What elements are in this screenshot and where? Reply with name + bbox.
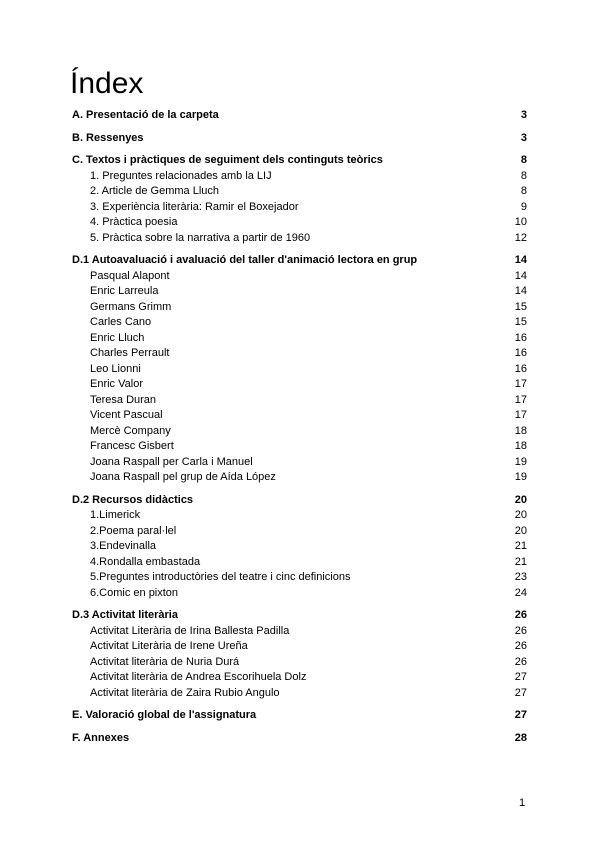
toc-entry-page: 18	[514, 424, 527, 437]
toc-entry[interactable]	[72, 686, 527, 702]
toc-entry-label: Pasqual Alapont	[90, 269, 170, 282]
toc-entry-page: 26	[514, 640, 527, 652]
toc-entry-label: 4.Rondalla embastada	[90, 555, 201, 568]
toc-section-label: F. Annexes	[72, 731, 130, 744]
toc-entry-page: 17	[514, 378, 527, 390]
toc-entry-page: 16	[514, 347, 527, 359]
toc-entry-label: Mercè Company	[90, 424, 171, 437]
toc-section[interactable]	[72, 131, 527, 147]
toc-entry-page: 8	[520, 185, 527, 197]
toc-entry-page: 18	[514, 440, 527, 452]
toc-entry-label: 1. Preguntes relacionades amb la LIJ	[90, 169, 272, 182]
toc-entry[interactable]	[72, 670, 527, 686]
section-gap	[72, 246, 527, 253]
toc-entry-page: 20	[514, 524, 527, 537]
toc-entry[interactable]	[72, 424, 527, 440]
toc-entry-label: 3.Endevinalla	[90, 540, 157, 552]
toc-entry-page: 14	[514, 285, 527, 297]
section-gap	[72, 124, 527, 131]
toc-entry-label: Charles Perrault	[90, 347, 170, 359]
toc-entry-label: 2.Poema paral·lel	[90, 524, 177, 537]
toc-entry[interactable]	[72, 455, 527, 471]
toc-entry-page: 21	[514, 555, 527, 568]
toc-section-label: E. Valoració global de l'assignatura	[72, 709, 257, 721]
toc-section-label: D.3 Activitat literària	[72, 609, 178, 621]
toc-entry-label: Teresa Duran	[90, 393, 157, 406]
toc-entry-label: Enric Valor	[90, 378, 143, 390]
toc-entry[interactable]	[72, 169, 527, 185]
toc-entry-label: 6.Comic en pixton	[90, 586, 179, 599]
toc-section-label: D.2 Recursos didàctics	[72, 493, 194, 506]
toc-entry[interactable]	[72, 408, 527, 424]
toc-entry-label: Leo Lionni	[90, 362, 141, 375]
toc-entry-label: Activitat literària de Andrea Escorihuela Dolz	[90, 671, 307, 683]
toc-entry-page: 16	[514, 331, 527, 344]
toc-entry-label: Germans Grimm	[90, 300, 172, 313]
toc-entry[interactable]	[72, 184, 527, 200]
toc-entry[interactable]	[72, 215, 527, 231]
toc-section-page: 3	[520, 131, 527, 144]
toc-entry-label: Carles Cano	[90, 316, 152, 328]
toc-entry-label: Joana Raspall per Carla i Manuel	[90, 455, 253, 468]
toc-entry-label: 2. Article de Gemma Lluch	[90, 185, 220, 197]
toc-entry-page: 15	[514, 316, 527, 328]
section-gap	[72, 146, 527, 153]
toc-entry-page: 19	[514, 455, 527, 468]
toc-entry-label: Enric Larreula	[90, 285, 159, 297]
toc-entry[interactable]	[72, 269, 527, 285]
toc-entry[interactable]	[72, 508, 527, 524]
section-gap	[72, 486, 527, 493]
toc-entry[interactable]	[72, 300, 527, 316]
table-of-contents	[72, 108, 527, 746]
toc-entry-page: 26	[514, 655, 527, 668]
section-gap	[72, 724, 527, 731]
toc-section[interactable]	[72, 608, 527, 624]
toc-entry[interactable]	[72, 377, 527, 393]
toc-entry-label: 5. Pràctica sobre la narrativa a partir de 1960	[90, 231, 311, 244]
toc-entry[interactable]	[72, 393, 527, 409]
toc-section-label: C. Textos i pràctiques de seguiment dels continguts teòrics	[72, 154, 383, 166]
toc-entry[interactable]	[72, 524, 527, 540]
toc-section-page: 8	[520, 154, 527, 166]
toc-section[interactable]	[72, 253, 527, 269]
toc-section-page: 26	[514, 609, 527, 621]
toc-section-label: B. Ressenyes	[72, 131, 144, 144]
toc-section-label: A. Presentació de la carpeta	[72, 109, 219, 121]
toc-section[interactable]	[72, 493, 527, 509]
toc-entry-label: Joana Raspall pel grup de Aída López	[90, 471, 276, 483]
toc-section[interactable]	[72, 708, 527, 724]
toc-entry-page: 19	[514, 471, 527, 483]
toc-entry-page: 27	[514, 686, 527, 699]
toc-entry-label: Activitat Literària de Irene Ureña	[90, 640, 248, 652]
toc-entry[interactable]	[72, 362, 527, 378]
toc-entry-page: 12	[514, 231, 527, 244]
toc-entry-page: 20	[514, 509, 527, 521]
toc-entry-label: Activitat literària de Nuria Durá	[90, 655, 240, 668]
toc-section[interactable]	[72, 108, 527, 124]
toc-entry[interactable]	[72, 231, 527, 247]
toc-entry-page: 17	[514, 409, 527, 421]
section-gap	[72, 701, 527, 708]
toc-entry-page: 16	[514, 362, 527, 375]
toc-entry-page: 17	[514, 393, 527, 406]
toc-entry-page: 23	[514, 571, 527, 583]
toc-entry[interactable]	[72, 284, 527, 300]
toc-entry[interactable]	[72, 200, 527, 216]
toc-entry[interactable]	[72, 315, 527, 331]
toc-entry-page: 15	[514, 300, 527, 313]
toc-entry[interactable]	[72, 639, 527, 655]
toc-entry-page: 9	[520, 200, 527, 213]
toc-section[interactable]	[72, 731, 527, 747]
toc-entry[interactable]	[72, 555, 527, 571]
toc-section-page: 28	[514, 731, 527, 744]
toc-entry-label: Activitat literària de Zaira Rubio Angulo	[90, 686, 280, 699]
toc-entry[interactable]	[72, 439, 527, 455]
toc-entry[interactable]	[72, 331, 527, 347]
toc-entry-label: Vicent Pascual	[90, 409, 163, 421]
toc-section-page: 27	[514, 709, 527, 721]
toc-entry[interactable]	[72, 655, 527, 671]
toc-entry[interactable]	[72, 470, 527, 486]
toc-entry-page: 27	[514, 671, 527, 683]
page-title: Índex	[70, 67, 144, 100]
toc-entry-page: 8	[520, 169, 527, 182]
toc-section-page: 14	[514, 254, 527, 266]
toc-entry-page: 24	[514, 586, 527, 599]
page-number: 1	[519, 797, 526, 809]
toc-entry-label: Francesc Gisbert	[90, 440, 174, 452]
toc-entry-label: 3. Experiència literària: Ramir el Boxejador	[90, 200, 299, 213]
toc-entry[interactable]	[72, 586, 527, 602]
toc-entry[interactable]	[72, 346, 527, 362]
toc-entry-page: 14	[514, 269, 527, 282]
toc-entry-label: Enric Lluch	[90, 331, 145, 344]
toc-entry[interactable]	[72, 539, 527, 555]
toc-section[interactable]	[72, 153, 527, 169]
section-gap	[72, 601, 527, 608]
toc-entry-label: Activitat Literària de Irina Ballesta Padilla	[90, 624, 290, 637]
toc-entry-page: 10	[514, 216, 527, 228]
toc-entry[interactable]	[72, 570, 527, 586]
toc-entry-label: 5.Preguntes introductòries del teatre i cinc definicions	[90, 571, 351, 583]
toc-section-page: 20	[514, 493, 527, 506]
toc-entry-label: 1.Limerick	[90, 509, 141, 521]
toc-section-label: D.1 Autoavaluació i avaluació del taller d'animació lectora en grup	[72, 254, 418, 266]
toc-entry[interactable]	[72, 624, 527, 640]
toc-entry-label: 4. Pràctica poesia	[90, 216, 178, 228]
toc-section-page: 3	[520, 109, 527, 121]
toc-entry-page: 21	[514, 540, 527, 552]
toc-entry-page: 26	[514, 624, 527, 637]
